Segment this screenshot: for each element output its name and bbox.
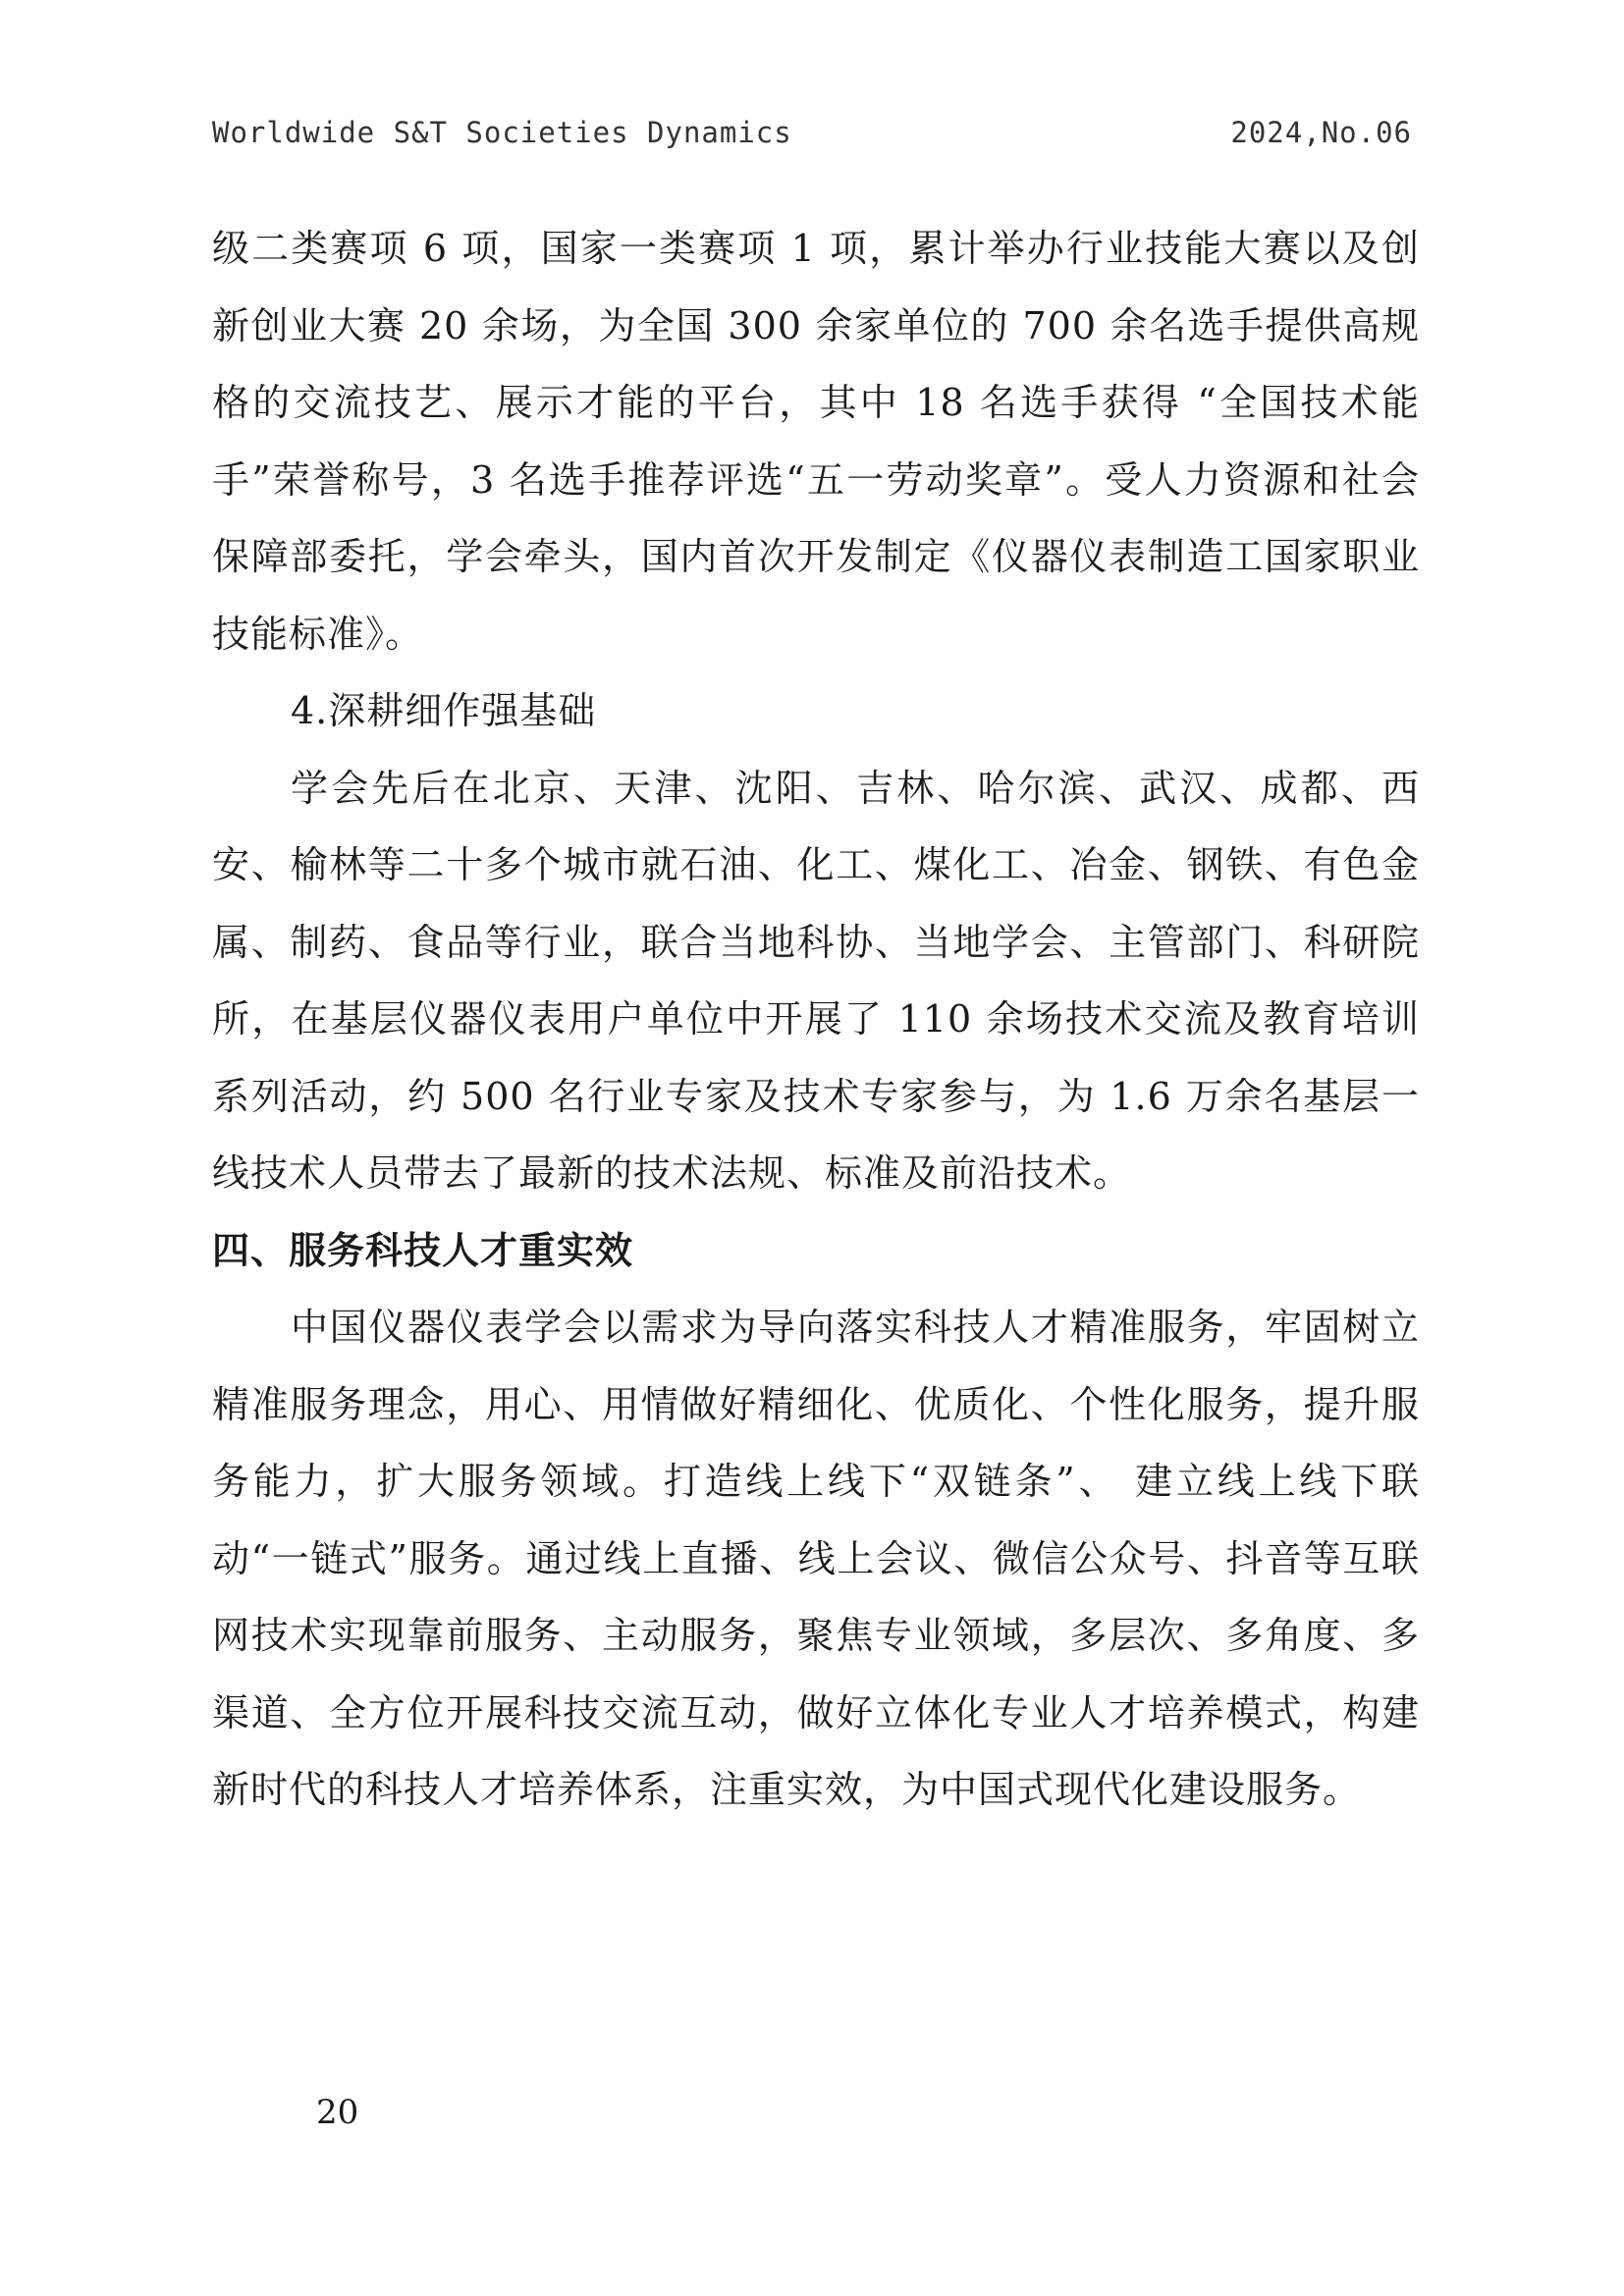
- section-heading: 四、服务科技人才重实效: [212, 1228, 634, 1272]
- running-header: [212, 116, 1412, 165]
- journal-title: Worldwide S&T Societies Dynamics: [212, 116, 792, 149]
- issue-number: 2024,No.06: [1230, 116, 1412, 149]
- paragraph-continued: 级二类赛项 6 项，国家一类赛项 1 项，累计举办行业技能大赛以及创新创业大赛 20 余场，为全国 300 余家单位的 700 余名选手提供高规格的交流技艺、展示才能的平台，其中 18 名选手获得 “全国技术能手”荣誉称号，3 名选手推荐评选“五一劳动奖章”。受人力资源和社会保障部委托，学会牵头，国内首次开发制定《仪器仪表制造工国家职业技能标准》。: [212, 227, 1420, 656]
- page-body: [212, 210, 1420, 1829]
- paragraph-grassroots: 学会先后在北京、天津、沈阳、吉林、哈尔滨、武汉、成都、西安、榆林等二十多个城市就石油、化工、煤化工、冶金、钢铁、有色金属、制药、食品等行业，联合当地科协、当地学会、主管部门、科研院所，在基层仪器仪表用户单位中开展了 110 余场技术交流及教育培训系列活动，约 500 名行业专家及技术专家参与，为 1.6 万余名基层一线技术人员带去了最新的技术法规、标准及前沿技术。: [212, 766, 1420, 1195]
- page-number: 20: [316, 2093, 359, 2132]
- sub-heading: 4.深耕细作强基础: [291, 689, 597, 732]
- paragraph-talent-service: 中国仪器仪表学会以需求为导向落实科技人才精准服务，牢固树立精准服务理念，用心、用情做好精细化、优质化、个性化服务，提升服务能力，扩大服务领域。打造线上线下“双链条”、 建立线上线下联动“一链式”服务。通过线上直播、线上会议、微信公众号、抖音等互联网技术实现靠前服务、主动服务，聚焦专业领域，多层次、多角度、多渠道、全方位开展科技交流互动，做好立体化专业人才培养模式，构建新时代的科技人才培养体系，注重实效，为中国式现代化建设服务。: [212, 1306, 1420, 1811]
